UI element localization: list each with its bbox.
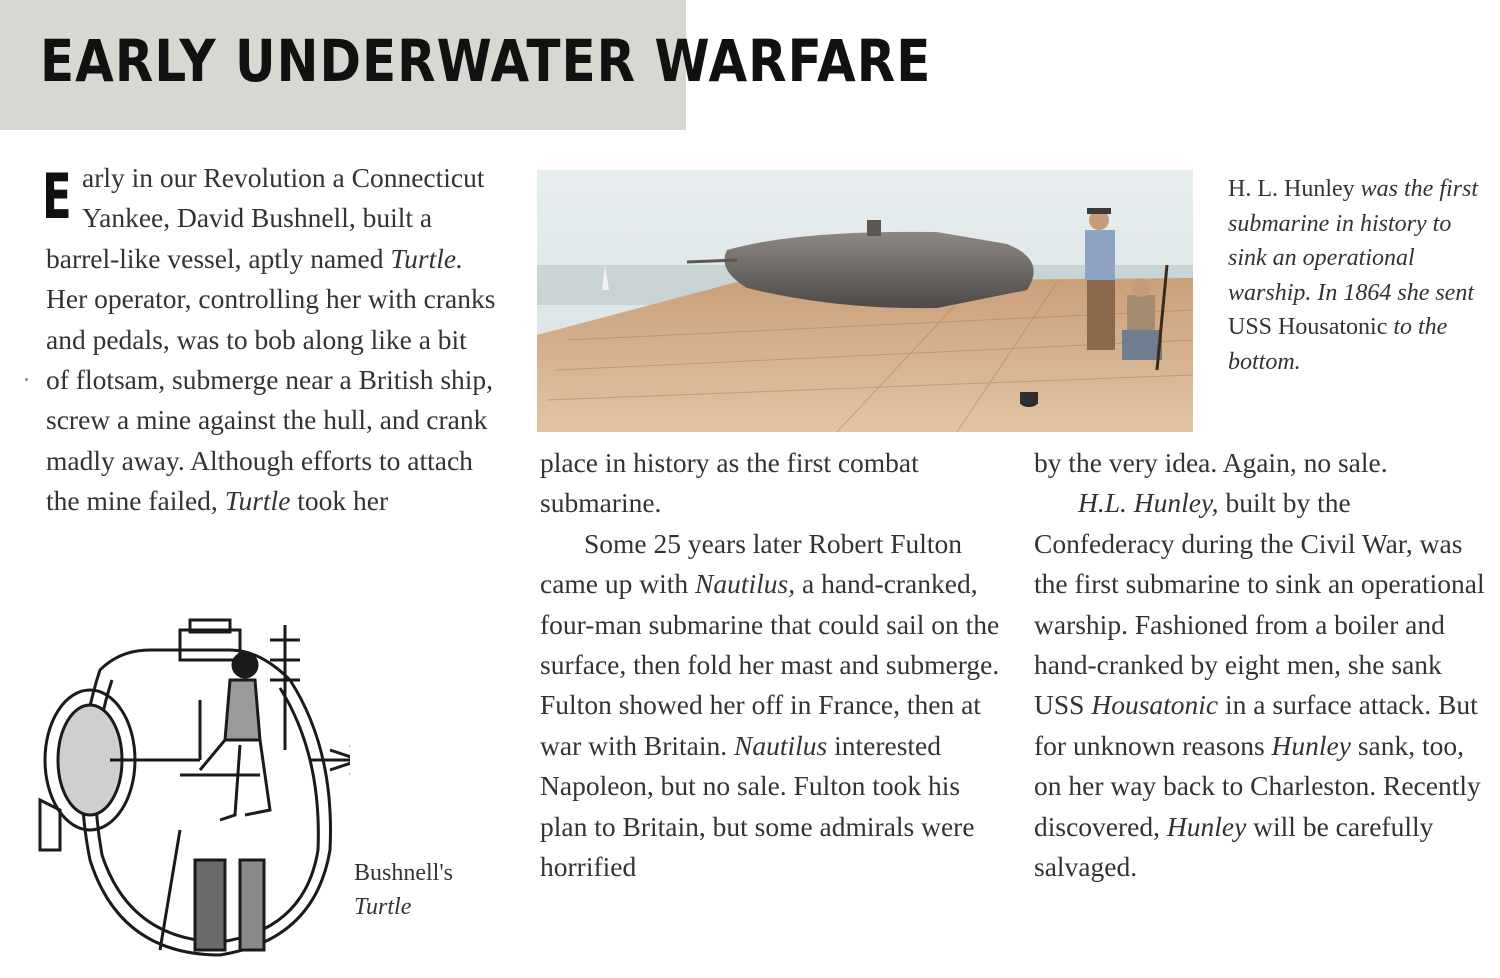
- turtle-caption-line-1: Bushnell's: [354, 860, 453, 886]
- nautilus-italic-1: Nautilus,: [695, 568, 796, 600]
- page-title: EARLY UNDERWATER WARFARE: [40, 28, 932, 95]
- article-column-1: [42, 158, 496, 522]
- column-3-text-d: will be carefully salvaged.: [1034, 810, 1434, 883]
- column-1-paragraph: [42, 158, 496, 522]
- drop-cap: E: [42, 160, 72, 233]
- turtle-italic-2: Turtle: [224, 485, 291, 517]
- column-2-paragraph-1: place in history as the first combat submarine.: [540, 447, 919, 519]
- column-3-paragraph-1: by the very idea. Again, no sale.: [1034, 447, 1388, 478]
- column-3-text-c: sank, too, on her way back to Charleston. Recently discovered,: [1034, 729, 1481, 842]
- painting-caption-text-a: was the first submarine in history to sink an operational warship. In 1864 she sent: [1228, 176, 1479, 306]
- housatonic-italic: Housatonic: [1091, 689, 1219, 721]
- margin-dot: [25, 378, 28, 381]
- title-band: [0, 0, 932, 130]
- column-3-text-b: in a surface attack. But for unknown reasons: [1034, 689, 1478, 761]
- column-2-text-c: interested Napoleon, but no sale. Fulton took his plan to Britain, but some admirals were horrified: [540, 729, 975, 883]
- painting-caption-name: H. L. Hunley: [1228, 176, 1355, 202]
- hunley-italic-2: Hunley: [1271, 729, 1351, 761]
- column-2-paragraph-2: [540, 524, 1000, 888]
- turtle-caption-line-2: Turtle: [354, 894, 412, 920]
- painting-caption-ship: USS Housatonic: [1228, 314, 1388, 340]
- nautilus-italic-2: Nautilus: [734, 729, 828, 761]
- hunley-italic-1: H.L. Hunley,: [1078, 487, 1219, 519]
- painting-caption: [1228, 172, 1488, 379]
- column-1-text-c: took her: [290, 485, 389, 517]
- hunley-italic-3: Hunley: [1166, 810, 1247, 842]
- column-2-text-a: Some 25 years later Robert Fulton came up with: [540, 527, 963, 600]
- turtle-illustration: [30, 610, 350, 970]
- column-2-text-b: a hand-cranked, four-man submarine that could sail on the surface, then fold her mast and submerge. Fulton showed her off in France, then at war with Britain.: [540, 568, 1000, 761]
- column-1-text-a: arly in our Revolution a Connecticut Yankee, David Bushnell, built a barrel-like vessel, aptly named: [46, 162, 485, 274]
- turtle-italic-1: Turtle.: [390, 242, 463, 274]
- painting-caption-text-b: to the bottom.: [1228, 314, 1448, 375]
- column-1-text-b: Her operator, controlling her with cranks and pedals, was to bob along like a bit of flotsam, submerge near a British ship, screw a mine against the hull, and crank madly away. Although efforts to attach the mine failed,: [46, 283, 496, 517]
- article-column-2: [540, 443, 1000, 887]
- hunley-painting: [537, 170, 1193, 432]
- column-3-text-a: built by the Confederacy during the Civil War, was the first submarine to sink an operational warship. Fashioned from a boiler and hand-cranked by eight men, she sank USS: [1034, 487, 1485, 721]
- article-column-3: [1034, 443, 1494, 887]
- column-3-paragraph-2: [1034, 483, 1494, 887]
- turtle-caption: [354, 856, 504, 924]
